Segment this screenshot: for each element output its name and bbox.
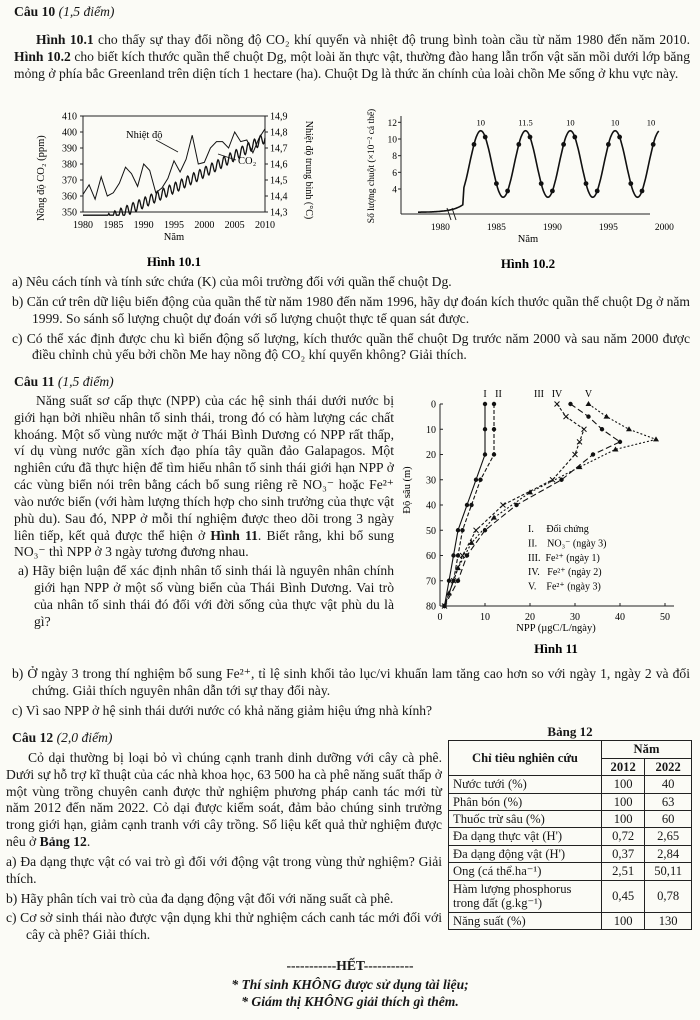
fig11-data-point — [586, 401, 592, 406]
table-12-row-label: Đa dạng thực vật (H') — [449, 828, 602, 845]
fig10-2-x-tick: 1980 — [430, 223, 450, 233]
fig10-1-yleft-tick: 390 — [62, 143, 77, 155]
table-12-row — [449, 912, 692, 929]
fig10-1-x-tick: 2000 — [194, 220, 215, 231]
table-12-year-header: Năm — [602, 741, 692, 758]
q11-intro — [14, 393, 394, 561]
table-12-row-label: Hàm lượng phosphorus trong đất (g.kg⁻¹) — [449, 880, 602, 912]
table-12-row-label: Thuốc trừ sâu (%) — [449, 810, 602, 827]
fig10-2-data-point — [483, 135, 488, 140]
fig10-1-x-tick: 1995 — [164, 220, 184, 231]
fig10-1-yright-tick: 14,6 — [270, 159, 288, 171]
q11-fig-ref: Hình 11 — [210, 527, 258, 543]
fig10-2-caption: Hình 10.2 — [500, 256, 556, 271]
fig10-2-x-tick: 1990 — [542, 223, 562, 233]
fig11-data-point — [442, 604, 446, 608]
fig10-2-data-point — [584, 181, 589, 186]
fig10-2-data-point — [628, 181, 633, 186]
fig10-1-yright-tick: 14,3 — [270, 207, 288, 219]
table-12-cell: 63 — [645, 793, 692, 810]
footer-end: -----------HẾT----------- — [286, 958, 414, 973]
fig11-series-top-label: II — [495, 389, 502, 400]
fig10-2-data-point — [528, 135, 533, 140]
q12-a: a) Đa dạng thực vật có vai trò gì đối với động vật trong vùng thử nghiệm? Giải thích. — [6, 853, 442, 886]
fig11-y-tick: 50 — [426, 525, 436, 537]
fig10-2-y-tick: 8 — [392, 152, 397, 163]
fig10-2-ylabel: Số lượng chuột (×10⁻² cá thể) — [367, 108, 377, 224]
fig11-data-point — [555, 402, 560, 407]
fig10-1-yright-tick: 14,5 — [270, 175, 288, 187]
figure-10-1 — [28, 108, 320, 272]
fig10-2-data-point — [539, 181, 544, 186]
fig11-x-tick: 20 — [525, 612, 535, 623]
fig10-2-data-point — [494, 181, 499, 186]
q11-b: b) Ở ngày 3 trong thí nghiệm bổ sung Fe²⁺, tỉ lệ sinh khối tảo lục/vi khuẩn lam tăng cao hơn so với ngày 1, ngày 2 và đối chứng. Giải thích nguyên nhân dẫn tới sự thay đổi này. — [12, 666, 690, 698]
fig11-data-point — [559, 478, 563, 482]
fig11-data-point — [564, 414, 569, 419]
fig10-1-yright-tick: 14,7 — [270, 143, 288, 155]
fig11-data-point — [456, 528, 460, 532]
fig11-ylabel: Độ sâu (m) — [402, 466, 413, 514]
table-12-row-label: Đa dạng động vật (H') — [449, 845, 602, 862]
fig10-1-caption: Hình 10.1 — [146, 254, 202, 269]
fig10-1-co2-line — [83, 136, 265, 216]
fig11-data-point — [600, 427, 604, 431]
fig10-1-label-temp: Nhiệt độ — [126, 130, 163, 141]
table-12-col-header: Chỉ tiêu nghiên cứu — [449, 741, 602, 776]
fig11-legend-item: I. Đối chứng — [528, 524, 589, 535]
fig11-legend-item: IV. Fe²⁺ (ngày 2) — [528, 567, 602, 579]
fig10-2-peak-label: 10 — [476, 117, 485, 128]
fig10-1-ylabel-left: Nồng độ CO₂ (ppm) — [36, 135, 47, 221]
q10-fig-ref-1: Hình 10.1 — [36, 31, 94, 47]
question-12 — [6, 730, 442, 944]
fig11-data-point — [483, 427, 487, 431]
fig10-2-xlabel: Năm — [517, 234, 539, 245]
fig10-1-yleft-tick: 410 — [62, 111, 77, 123]
table-12-year-2012: 2012 — [602, 758, 645, 775]
table-12-row — [449, 776, 692, 793]
fig10-2-peak-label: 10 — [566, 117, 575, 128]
q11-subquestions — [6, 666, 690, 720]
fig11-data-point — [465, 503, 469, 507]
fig11-series-top-label: I — [483, 389, 487, 400]
q11-heading: Câu 11 — [14, 374, 55, 389]
fig10-2-data-point — [561, 142, 566, 147]
fig11-data-point — [483, 402, 487, 406]
fig10-1-x-tick: 1980 — [73, 220, 93, 231]
fig11-data-point — [483, 452, 487, 456]
table-12-cell: 130 — [645, 912, 692, 929]
fig10-2-data-point — [505, 189, 510, 194]
fig10-2-data-point — [640, 189, 645, 194]
table-12-row — [449, 810, 692, 827]
fig10-2-y-tick: 10 — [387, 135, 397, 146]
fig10-1-xlabel: Năm — [163, 232, 185, 243]
table-12 — [448, 724, 692, 930]
fig10-1-x-tick: 1985 — [103, 220, 124, 231]
fig11-caption: Hình 11 — [534, 641, 578, 656]
fig11-series-top-label: III — [534, 389, 544, 400]
fig10-2-data-point — [606, 142, 611, 147]
table-12-row — [449, 863, 692, 880]
fig10-2-peak-label: 11.5 — [518, 117, 533, 128]
q12-points: (2,0 điểm) — [56, 730, 113, 745]
fig10-2-peak-label: 10 — [646, 117, 656, 128]
fig11-series-no3-day3 — [445, 404, 495, 606]
fig10-2-data-point — [472, 142, 477, 147]
fig11-data-point — [478, 478, 482, 482]
fig10-2-data-point — [550, 189, 555, 194]
fig11-y-tick: 70 — [426, 576, 436, 588]
fig11-data-point — [582, 427, 587, 432]
q12-intro-text: Cỏ dại thường bị loại bỏ vì chúng cạnh tranh dinh dưỡng với cây cà phê. Dưới sự hỗ trợ kĩ thuật của các nhà khoa học, 63 500 ha cà phê năng suất thấp ở một vùng trồng chuyên canh được thử nghiệm phương pháp canh tác mới từ năm 2012 đến năm 2022. Cỏ dại được kiểm soát, đảm bảo chúng sinh trưởng trong giới hạn, giảm cạnh tranh với cây trồng. Số liệu kết quả thử nghiệm được nêu ở — [6, 749, 442, 850]
q10-intro — [14, 32, 690, 83]
table-12-title: Bảng 12 — [547, 724, 593, 739]
fig11-xlabel: NPP (µgC/L/ngày) — [516, 623, 596, 634]
table-12-cell: 2,84 — [645, 845, 692, 862]
fig10-1-x-tick: 2010 — [255, 220, 275, 231]
q11-a: a) Hãy biện luận để xác định nhân tố sinh thái là nguyên nhân chính giới hạn NPP ở một số vùng biển của Thái Bình Dương. Vai trò của nhân tố sinh thái đó đối với đời sống của thực vật phù du là gì? — [18, 563, 394, 629]
fig10-1-yright-tick: 14,4 — [270, 191, 288, 203]
q10-fig-ref-2: Hình 10.2 — [14, 48, 71, 64]
q12-table-ref: Bảng 12 — [39, 834, 87, 850]
q10-intro-part1: cho thấy sự thay đổi nồng độ CO₂ khí quyển và nhiệt độ trung bình toàn cầu từ năm 1980 đến năm 2010. — [93, 31, 690, 47]
fig11-data-point — [460, 528, 464, 532]
table-12-cell: 2,65 — [645, 828, 692, 845]
table-12-row — [449, 828, 692, 845]
fig10-1-x-tick: 2005 — [224, 220, 245, 231]
fig10-2-y-tick: 4 — [392, 185, 397, 196]
q12-c: c) Cơ sở sinh thái nào được vận dụng khi thử nghiệm cách canh tác mới đối với cây cà phê? Giải thích. — [6, 910, 442, 943]
fig11-x-tick: 50 — [660, 612, 670, 623]
fig10-2-data-point — [516, 142, 521, 147]
fig10-1-yleft-tick: 400 — [62, 127, 77, 139]
fig11-legend-item: III. Fe²⁺ (ngày 1) — [528, 552, 600, 564]
fig11-y-tick: 60 — [426, 551, 436, 562]
table-12-cell: 60 — [645, 810, 692, 827]
fig10-1-yleft-tick: 380 — [62, 159, 77, 171]
table-12-year-2022: 2022 — [645, 758, 692, 775]
fig11-data-point — [568, 402, 572, 406]
fig11-data-point — [474, 478, 478, 482]
q12-b: b) Hãy phân tích vai trò của đa dạng động vật đối với năng suất cà phê. — [6, 890, 394, 906]
fig11-legend-item: V. Fe²⁺ (ngày 3) — [528, 581, 601, 593]
q10-b: b) Căn cứ trên dữ liệu biến động của quần thể từ năm 1980 đến năm 1996, hãy dự đoán kích thước quần thể chuột Dg ở năm 1999. So sánh số lượng chuột dự đoán với số lượng chuột thực tế quan sát được. — [12, 293, 690, 326]
table-12-cell: 0,45 — [602, 880, 645, 912]
question-10 — [14, 4, 690, 82]
fig10-1-yleft-tick: 370 — [62, 175, 77, 187]
q11-intro-text: Năng suất sơ cấp thực (NPP) của các hệ sinh thái dưới nước bị giới hạn bởi nhiều nhân tố sinh thái, trong đó có hàm lượng các chất khoáng. Một số vùng nước mặt ở Thái Bình Dương có NPP rất thấp, ví dụ vùng nước gần xích đạo phía tây quần đảo Galapagos. Một nghiên cứu đã thực hiện để tìm hiểu nhân tố sinh thái giới hạn NPP ở các vùng biển nói trên bằng cách bổ sung riêng rẽ NO₃⁻ hoặc Fe²⁺ vào nước biển (với hàm lượng thích hợp cho sinh trưởng của thực vật phù du). Sau đó, NPP ở mỗi thí nghiệm được theo dõi trong 3 ngày liên tiếp, kết quả được thể hiện ở — [14, 392, 394, 543]
fig11-data-point — [491, 515, 497, 520]
fig11-data-point — [456, 553, 460, 557]
fig10-2-y-tick: 6 — [392, 168, 397, 179]
fig11-data-point — [586, 414, 590, 418]
figure-10-2 — [358, 108, 678, 276]
fig10-2-data-point — [572, 135, 577, 140]
fig11-legend-item: II. NO₃⁻ (ngày 3) — [528, 538, 607, 550]
q10-subquestions — [6, 274, 690, 364]
table-12-cell: 40 — [645, 776, 692, 793]
fig11-data-point — [456, 579, 460, 583]
fig11-data-point — [573, 452, 578, 457]
fig11-data-point — [501, 503, 506, 508]
fig10-2-data-point — [617, 135, 622, 140]
fig10-2-population-curve — [418, 131, 659, 213]
fig11-series-control — [445, 404, 486, 606]
table-12-cell: 0,72 — [602, 828, 645, 845]
q10-a: a) Nêu cách tính và tính sức chứa (K) của môi trường đối với quần thể chuột Dg. — [12, 274, 452, 289]
table-12-cell: 0,37 — [602, 845, 645, 862]
footer-note-2: * Giám thị KHÔNG giải thích gì thêm. — [241, 993, 459, 1009]
table-12-cell: 50,11 — [645, 863, 692, 880]
fig11-y-tick: 30 — [426, 475, 436, 487]
footer-note-1: * Thí sinh KHÔNG được sử dụng tài liệu; — [231, 976, 469, 992]
fig10-1-ylabel-right: Nhiệt độ trung bình (°C) — [303, 120, 314, 220]
table-12-row-label: Năng suất (%) — [449, 912, 602, 929]
fig11-data-point — [469, 503, 473, 507]
table-12-grid — [448, 740, 692, 930]
fig10-2-y-tick: 12 — [387, 118, 397, 129]
table-12-cell: 100 — [602, 776, 645, 793]
fig10-1-label-co2: CO₂ — [238, 156, 257, 167]
fig10-1-yleft-tick: 360 — [62, 191, 77, 203]
q11-points: (1,5 điểm) — [57, 374, 114, 389]
table-12-row — [449, 880, 692, 912]
fig11-y-tick: 80 — [426, 601, 436, 613]
fig11-data-point — [460, 553, 465, 558]
fig11-y-tick: 40 — [426, 500, 436, 512]
fig11-data-point — [618, 440, 622, 444]
table-12-cell: 100 — [602, 810, 645, 827]
fig11-x-tick: 0 — [437, 612, 443, 623]
fig10-2-data-point — [651, 142, 656, 147]
table-12-cell: 100 — [602, 912, 645, 929]
q10-c: c) Có thể xác định được chu kì biến động số lượng, kích thước quần thể chuột Dg trước năm 2000 và sau năm 2000 được điều chỉnh chủ yếu bởi chồn Me hay nồng độ CO₂ khí quyển không? Giải thích. — [12, 330, 690, 363]
fig11-data-point — [451, 553, 455, 557]
fig11-y-tick: 0 — [431, 399, 436, 411]
q11-intro-end: . Biết rằng, khi bổ sung NO₃⁻ thì NPP ở 3 ngày tương đương nhau. — [14, 527, 394, 560]
fig11-y-tick: 20 — [426, 450, 436, 461]
fig11-data-point — [492, 402, 496, 406]
q12-heading: Câu 12 — [12, 730, 54, 745]
fig10-2-peak-label: 10 — [610, 117, 620, 128]
figure-11 — [396, 380, 692, 660]
fig10-2-x-tick: 1995 — [598, 223, 618, 233]
fig11-x-tick: 30 — [570, 612, 580, 623]
table-12-row-label: Phân bón (%) — [449, 793, 602, 810]
fig11-series-top-label: V — [584, 389, 593, 400]
q10-heading: Câu 10 — [14, 4, 56, 19]
q10-intro-part2: cho biết kích thước quần thể chuột Dg, một loài ăn thực vật, thường đào hang lẫn trốn vật săn mồi dưới lớp băng mỏng ở phía bắc Greenland trên diện tích 1 hectare (ha). Chuột Dg là thức ăn chính của loài chồn Me sống ở khu vực này. — [14, 48, 690, 81]
fig10-2-x-tick: 1985 — [486, 223, 506, 233]
fig10-1-yleft-tick: 350 — [62, 207, 77, 219]
fig11-data-point — [447, 579, 451, 583]
table-12-row — [449, 793, 692, 810]
fig11-data-point — [626, 426, 632, 431]
fig10-1-x-tick: 1990 — [133, 220, 154, 231]
question-11 — [14, 374, 394, 631]
q12-intro-end: . — [86, 834, 91, 850]
table-12-row — [449, 845, 692, 862]
fig11-series-top-label: IV — [551, 389, 563, 400]
fig11-data-point — [653, 436, 659, 441]
table-12-row-label: Ong (cá thể.ha⁻¹) — [449, 863, 602, 880]
fig11-series-fe-day3 — [449, 404, 656, 593]
fig11-data-point — [492, 452, 496, 456]
fig11-data-point — [474, 528, 479, 533]
table-12-cell: 2,51 — [602, 863, 645, 880]
fig11-data-point — [604, 414, 610, 419]
fig10-1-yright-tick: 14,8 — [270, 127, 288, 139]
fig11-x-tick: 40 — [615, 612, 625, 623]
fig11-x-tick: 10 — [480, 612, 490, 623]
table-12-cell: 0,78 — [645, 880, 692, 912]
fig11-data-point — [492, 427, 496, 431]
footer — [0, 958, 700, 1011]
q11-c: c) Vì sao NPP ở hệ sinh thái dưới nước có khả năng giảm hiệu ứng nhà kính? — [12, 702, 433, 718]
fig10-2-data-point — [595, 189, 600, 194]
q12-intro — [6, 750, 442, 851]
fig11-y-tick: 10 — [426, 424, 436, 436]
q10-points: (1,5 điểm) — [58, 4, 115, 19]
table-12-cell: 100 — [602, 793, 645, 810]
table-12-row-label: Nước tưới (%) — [449, 776, 602, 793]
fig11-data-point — [591, 452, 595, 456]
fig10-1-yright-tick: 14,9 — [270, 111, 288, 123]
fig10-2-x-tick: 2000 — [654, 223, 674, 233]
fig11-data-point — [577, 439, 582, 444]
